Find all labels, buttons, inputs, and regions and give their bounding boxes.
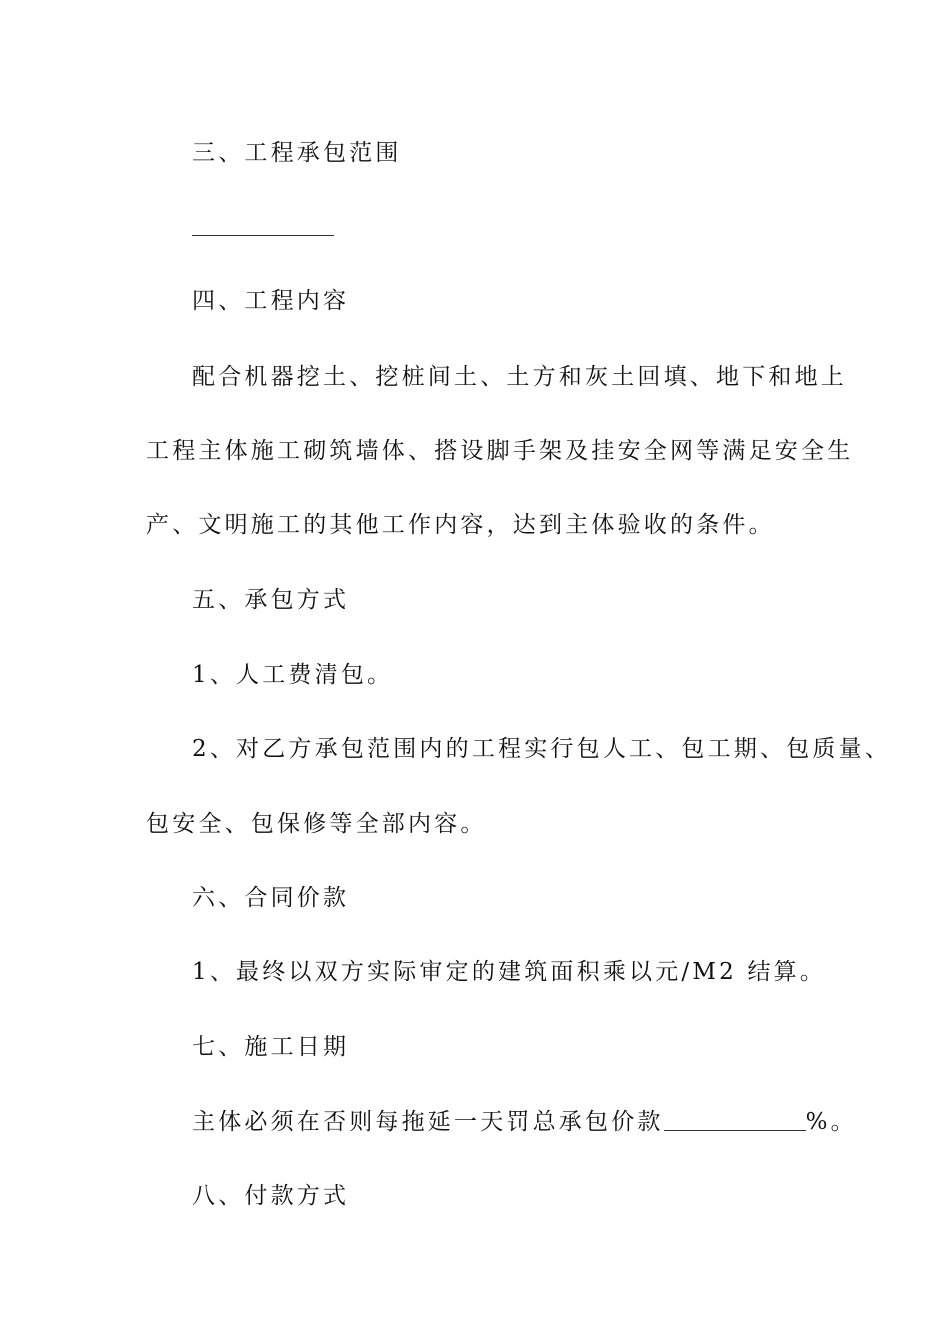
- section-7-text-after: %。: [805, 1109, 857, 1135]
- section-5-item-2-line: 包安全、包保修等全部内容。: [146, 811, 487, 837]
- section-6-heading: 六、合同价款: [192, 885, 350, 911]
- section-5-item-2-line: 2、对乙方承包范围内的工程实行包人工、包工期、包质量、: [192, 736, 892, 762]
- blank-fill-line: [192, 235, 334, 236]
- section-4-paragraph-line: 配合机器挖土、挖桩间土、土方和灰土回填、地下和地上: [192, 364, 847, 390]
- penalty-percent-blank: [664, 1108, 806, 1131]
- section-7-text-before: 主体必须在否则每拖延一天罚总承包价款: [192, 1109, 664, 1135]
- section-4-paragraph-line: 产、文明施工的其他工作内容，达到主体验收的条件。: [146, 512, 775, 538]
- section-4-heading: 四、工程内容: [192, 288, 350, 314]
- section-3-heading: 三、工程承包范围: [192, 140, 402, 166]
- section-7-heading: 七、施工日期: [192, 1034, 350, 1060]
- section-5-item-1: 1、人工费清包。: [192, 662, 394, 688]
- section-5-heading: 五、承包方式: [192, 587, 350, 613]
- section-6-item-1: 1、最终以双方实际审定的建筑面积乘以元/M2 结算。: [192, 959, 827, 985]
- section-8-heading: 八、付款方式: [192, 1183, 350, 1209]
- section-7-paragraph: [192, 1107, 857, 1137]
- section-4-paragraph-line: 工程主体施工砌筑墙体、搭设脚手架及挂安全网等满足安全生: [146, 438, 854, 464]
